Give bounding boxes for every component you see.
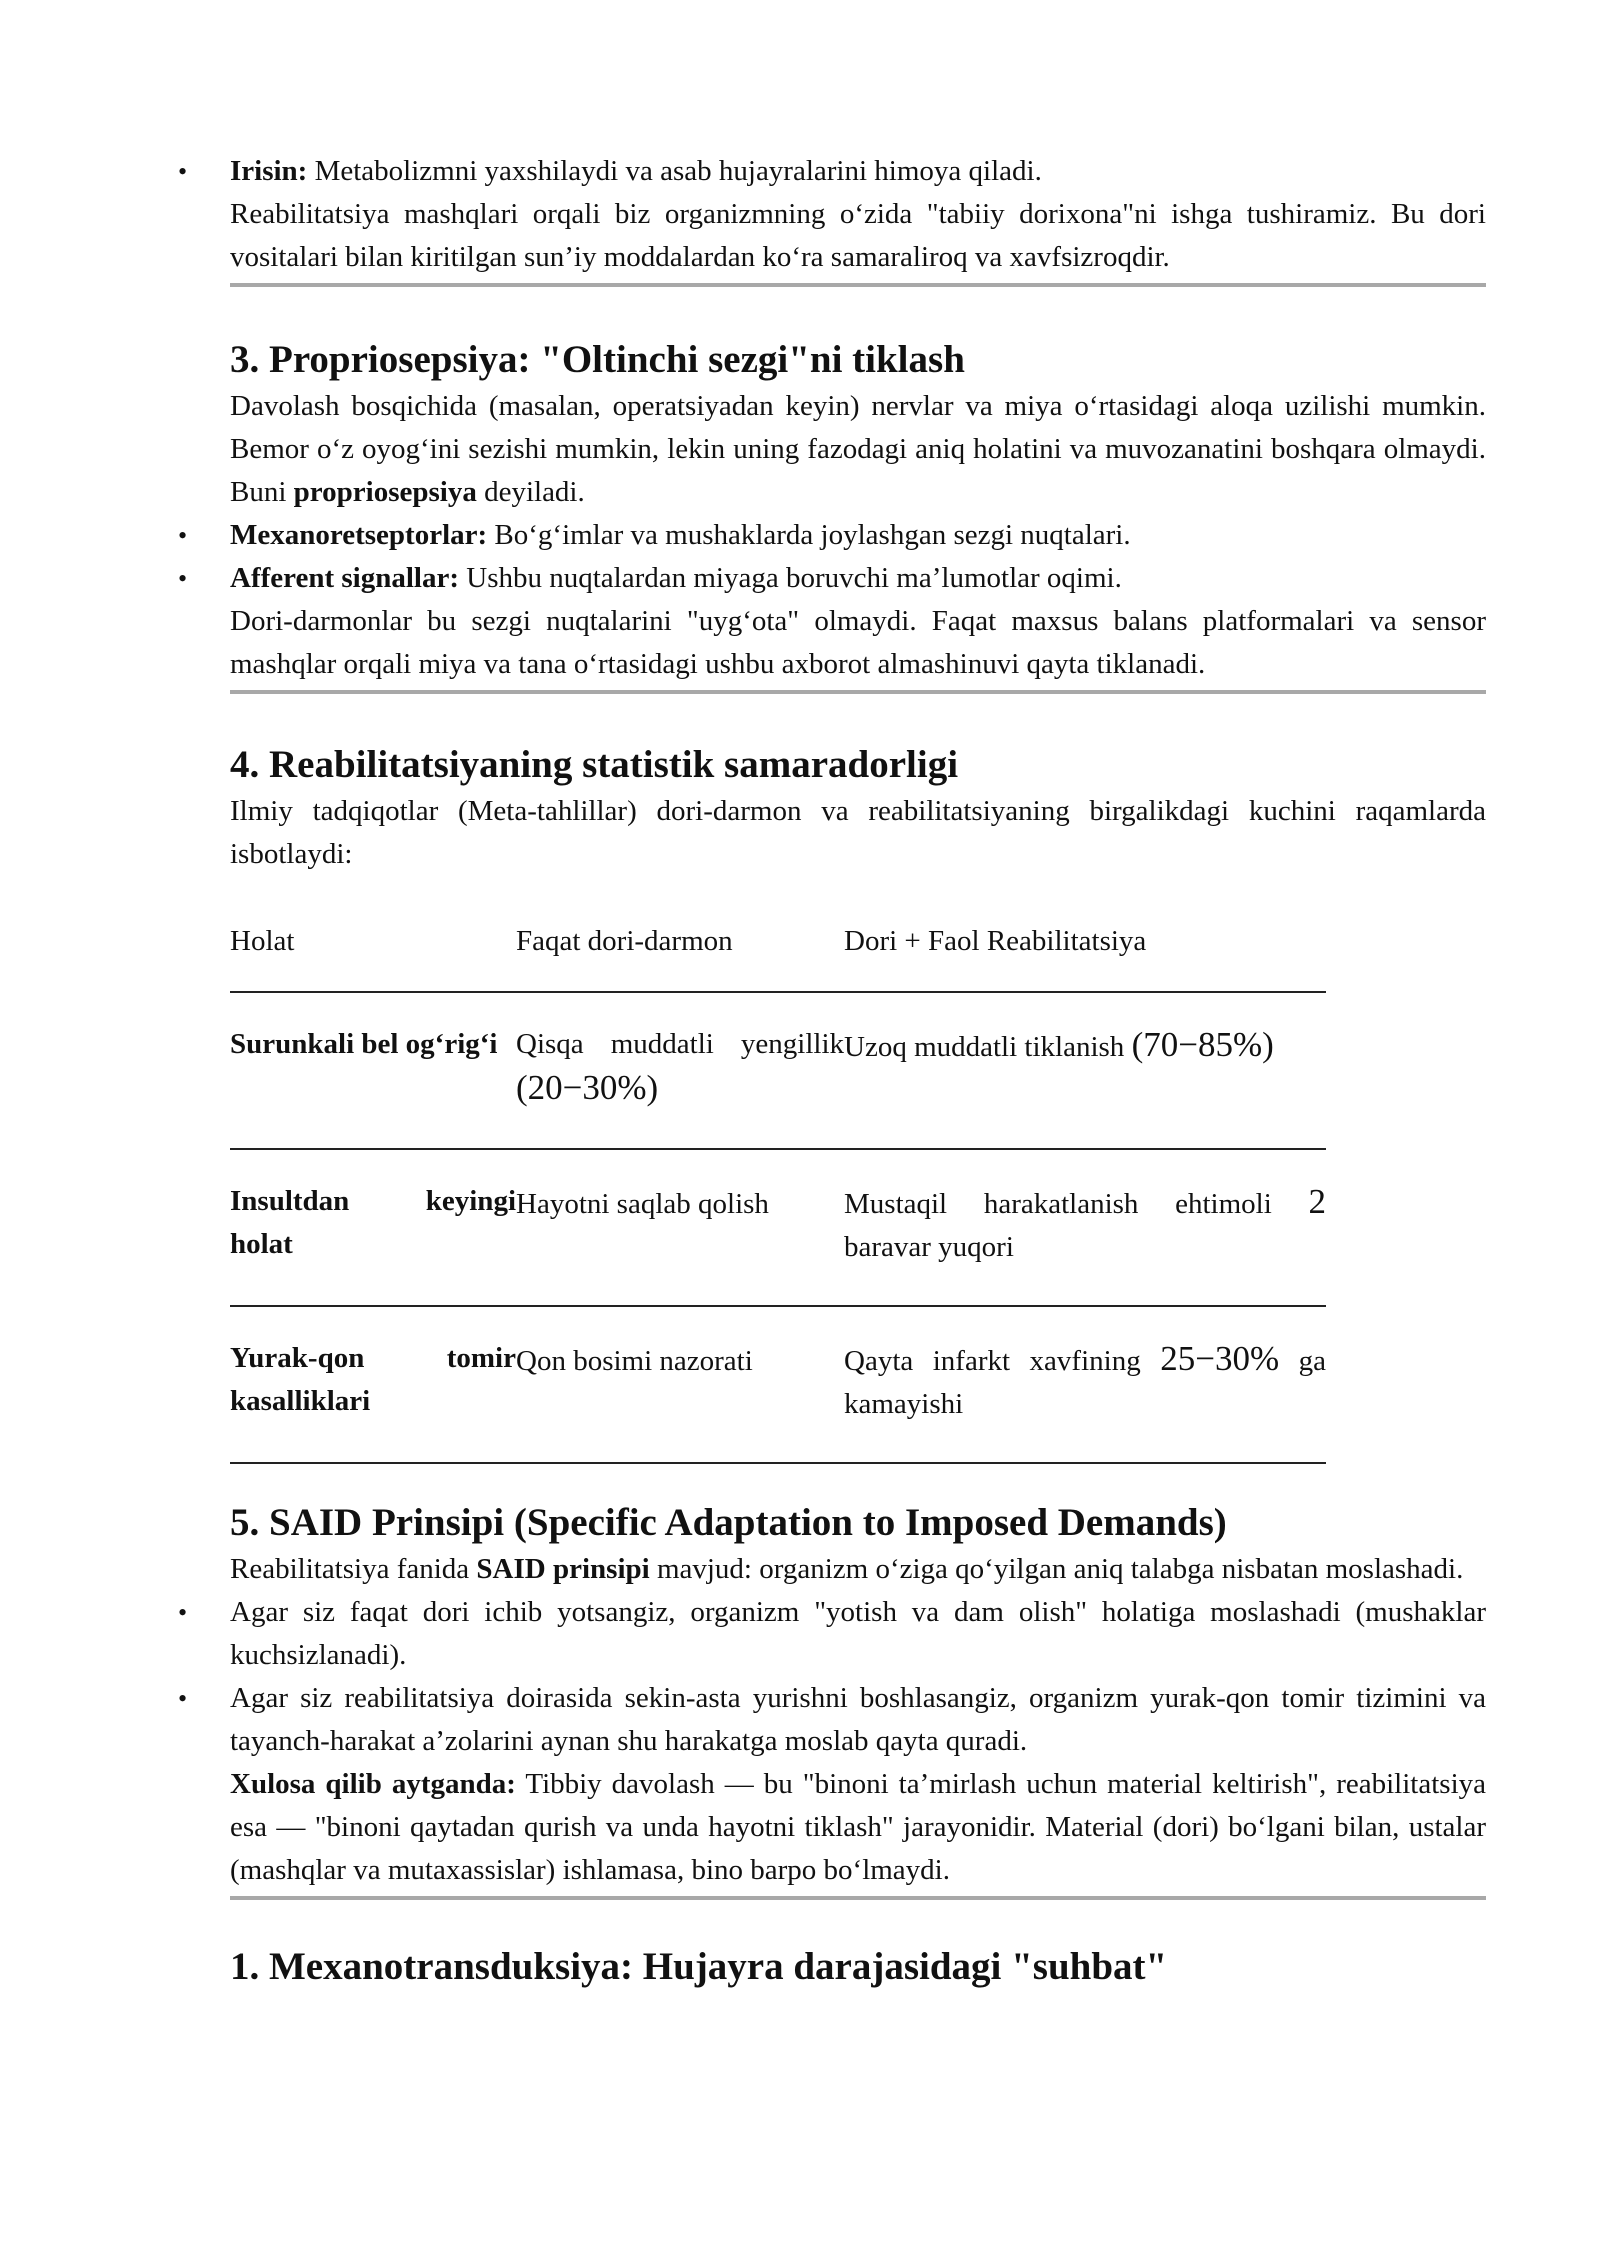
bullet-rest-adaptation: • Agar siz faqat dori ichib yotsangiz, organizm "yotish va dam olish" holatiga moslashadi (mushaklar kuchsizlanadi).: [230, 1591, 1486, 1677]
column-header: Dori + Faol Reabilitatsiya: [844, 906, 1326, 992]
column-header: Faqat dori-darmon: [516, 906, 844, 992]
bullet-term: Mexanoretseptorlar:: [230, 519, 488, 551]
condition-cell: Surunkali bel og‘rig‘i: [230, 992, 516, 1149]
bullet-walking-adaptation: • Agar siz reabilitatsiya doirasida sekin-asta yurishni boshlasangiz, organizm yurak-qon tomir tizimini va tayanch-harakat a’zolarini aynan shu harakatga moslab qayta quradi.: [230, 1677, 1486, 1763]
medication-only-cell: [516, 1149, 844, 1306]
table-row: [230, 1306, 1326, 1463]
conclusion-text: Tibbiy davolash — bu "binoni ta’mirlash uchun material keltirish", reabilitatsiya esa — "binoni qaytadan qurish va unda hayotni tiklash" jarayonidir. Material (dori) bo‘lgani bilan, ustalar (mashqlar va mutaxassislar) ishlamasa, bino barpo bo‘lmaydi.: [230, 1768, 1486, 1886]
cell-text: Uzoq muddatli tiklanish: [844, 1031, 1132, 1063]
cell-text: Qon bosimi nazorati: [516, 1345, 753, 1377]
intro-text: Davolash bosqichida (masalan, operatsiyadan keyin) nervlar va miya o‘rtasidagi aloqa uzilishi mumkin. Bemor o‘z oyog‘ini sezishi mumkin, lekin uning fazodagi aniq holatini va muvozanatini boshqara olmaydi. Buni: [230, 390, 1486, 508]
condition-cell: Insultdan keyingi holat: [230, 1149, 516, 1306]
cell-text: ga kamayishi: [844, 1345, 1327, 1420]
intro-text: deyiladi.: [476, 476, 585, 508]
intro-text: Reabilitatsiya fanida: [230, 1553, 477, 1585]
medication-only-cell: [516, 992, 844, 1149]
table-row: [230, 992, 1326, 1149]
cell-number: (20−30%): [516, 1068, 659, 1107]
conclusion-paragraph: [230, 1763, 1486, 1892]
medication-plus-rehab-cell: [844, 992, 1326, 1149]
section-5-intro: [230, 1548, 1486, 1591]
section-divider: [230, 1896, 1486, 1900]
conclusion-term: Xulosa qilib aytganda:: [230, 1768, 516, 1800]
section-divider: [230, 690, 1486, 694]
section-heading-3: 3. Propriosepsiya: "Oltinchi sezgi"ni tiklash: [230, 338, 965, 381]
section-heading-4: 4. Reabilitatsiyaning statistik samaradorligi: [230, 743, 959, 786]
intro-text: mavjud: organizm o‘ziga qo‘yilgan aniq talabga nisbatan moslashadi.: [649, 1553, 1464, 1585]
bullet-text: Bo‘g‘imlar va mushaklarda joylashgan sezgi nuqtalari.: [487, 519, 1131, 551]
section-3-closing: Dori-darmonlar bu sezgi nuqtalarini "uyg‘ota" olmaydi. Faqat maxsus balans platformalari va sensor mashqlar orqali miya va tana o‘rtasidagi ushbu axborot almashinuvi qayta tiklanadi.: [230, 605, 1486, 680]
medication-plus-rehab-cell: [844, 1149, 1326, 1306]
bullet-afferent-signals: [230, 557, 1486, 600]
intro-bold-term: SAID prinsipi: [476, 1553, 650, 1585]
table-header-row: [230, 906, 1326, 992]
cell-number: (70−85%): [1131, 1025, 1274, 1064]
cell-number: 2: [1308, 1182, 1326, 1221]
cell-text: Qisqa muddatli yengillik: [516, 1028, 844, 1060]
column-header: Holat: [230, 906, 516, 992]
document-page: [230, 150, 1486, 1992]
statistics-table: [230, 906, 1326, 1464]
bullet-text: Ushbu nuqtalardan miyaga boruvchi ma’lumotlar oqimi.: [459, 562, 1122, 594]
section-divider: [230, 283, 1486, 287]
intro-bold-term: propriosepsiya: [293, 476, 477, 508]
table-row: [230, 1149, 1326, 1306]
cell-number: 25−30%: [1160, 1339, 1280, 1378]
section-heading-5: 5. SAID Prinsipi (Specific Adaptation to Imposed Demands): [230, 1501, 1227, 1544]
paragraph-natural-pharmacy: Reabilitatsiya mashqlari orqali biz organizmning o‘zida "tabiiy dorixona"ni ishga tushiramiz. Bu dori vositalari bilan kiritilgan sun’iy moddalardan ko‘ra samaraliroq va xavfsizroqdir.: [230, 198, 1486, 273]
condition-cell: Yurak-qon tomir kasalliklari: [230, 1306, 516, 1463]
cell-text: Qayta infarkt xavfining: [844, 1345, 1161, 1377]
medication-only-cell: [516, 1306, 844, 1463]
bullet-text: Metabolizmni yaxshilaydi va asab hujayralarini himoya qiladi.: [307, 155, 1042, 187]
bullet-mechanoreceptors: [230, 514, 1486, 557]
cell-text: Hayotni saqlab qolish: [516, 1188, 769, 1220]
bullet-term: Irisin:: [230, 155, 308, 187]
cell-text: Mustaqil harakatlanish ehtimoli: [844, 1188, 1309, 1220]
medication-plus-rehab-cell: [844, 1306, 1326, 1463]
bullet-irisin: [230, 150, 1486, 193]
cell-text: baravar yuqori: [844, 1231, 1014, 1263]
bullet-term: Afferent signallar:: [230, 562, 459, 594]
section-heading-1: 1. Mexanotransduksiya: Hujayra darajasidagi "suhbat": [230, 1945, 1168, 1988]
section-3-intro: [230, 385, 1486, 514]
section-4-intro: Ilmiy tadqiqotlar (Meta-tahlillar) dori-darmon va reabilitatsiyaning birgalikdagi kuchini raqamlarda isbotlaydi:: [230, 795, 1486, 870]
